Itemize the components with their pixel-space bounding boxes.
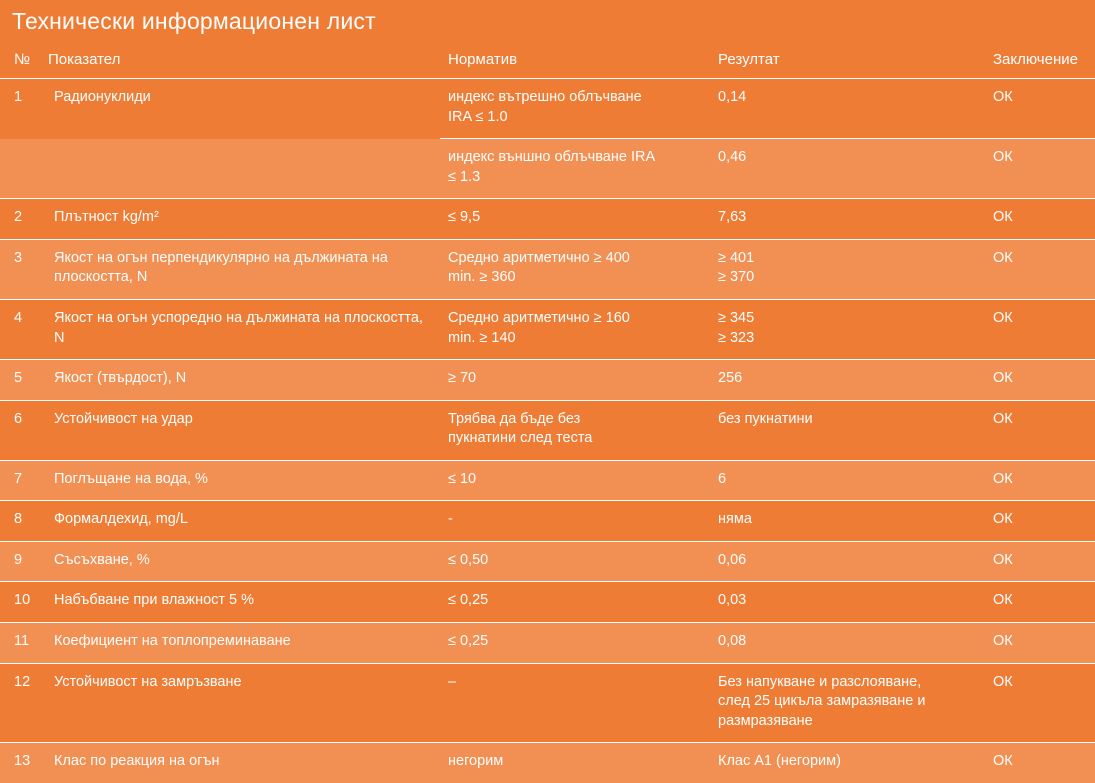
cell-norm-line1: индекс вътрешно облъчване — [448, 89, 642, 105]
cell-norm-line1: Трябва да бъде без — [448, 410, 581, 427]
cell-norm: ≤ 0,50 — [440, 541, 710, 582]
cell-conclusion: ОК — [985, 400, 1095, 460]
cell-result-line3: размразяване — [718, 712, 813, 729]
cell-result — [710, 299, 985, 359]
cell-number: 4 — [0, 299, 40, 359]
cell-indicator: Коефициент на топлопреминаване — [40, 623, 440, 664]
cell-number: 11 — [0, 623, 40, 664]
cell-number: 12 — [0, 663, 40, 743]
table-row — [0, 501, 1095, 542]
cell-norm: – — [440, 663, 710, 743]
cell-number: 7 — [0, 460, 40, 501]
cell-result: 0,03 — [710, 582, 985, 623]
table-row — [0, 623, 1095, 664]
table-row — [0, 199, 1095, 240]
table-header-row — [0, 45, 1095, 79]
cell-result — [710, 239, 985, 299]
cell-conclusion: ОК — [985, 623, 1095, 664]
cell-result-line2: ≥ 323 — [718, 329, 755, 346]
cell-result — [710, 79, 985, 139]
cell-norm-line2: IRA ≤ 1.0 — [448, 108, 508, 125]
cell-norm: - — [440, 501, 710, 542]
cell-result-line1: 0,14 — [718, 89, 747, 105]
table-row — [0, 79, 1095, 139]
cell-indicator: Устойчивост на замръзване — [40, 663, 440, 743]
cell-result-line2: след 25 цикъла замразяване и — [718, 693, 926, 710]
technical-spec-table — [0, 45, 1095, 783]
cell-number: 9 — [0, 541, 40, 582]
cell-norm: ≤ 0,25 — [440, 623, 710, 664]
cell-norm — [440, 239, 710, 299]
cell-norm-line1: Средно аритметично ≥ 160 — [448, 309, 630, 326]
cell-number: 10 — [0, 582, 40, 623]
table-row — [0, 139, 1095, 199]
cell-number: 3 — [0, 239, 40, 299]
cell-norm-line1: Средно аритметично ≥ 400 — [448, 249, 630, 266]
cell-norm: ≥ 70 — [440, 360, 710, 401]
cell-norm-line2: min. ≥ 360 — [448, 269, 516, 286]
cell-norm: ≤ 0,25 — [440, 582, 710, 623]
cell-number: 1 — [0, 79, 40, 139]
cell-conclusion: ОК — [985, 79, 1095, 139]
cell-conclusion: ОК — [985, 541, 1095, 582]
cell-result: Клас А1 (негорим) — [710, 743, 985, 783]
cell-result: без пукнатини — [710, 400, 985, 460]
page-title: Технически информационен лист — [12, 8, 376, 34]
cell-conclusion: ОК — [985, 299, 1095, 359]
cell-result-line1: ≥ 345 — [718, 309, 755, 326]
cell-indicator: Плътност kg/m² — [40, 199, 440, 240]
cell-norm-line1: индекс външно облъчване IRA — [448, 149, 656, 166]
cell-result: 6 — [710, 460, 985, 501]
cell-norm-line2: min. ≥ 140 — [448, 329, 516, 346]
cell-result: 7,63 — [710, 199, 985, 240]
cell-indicator: Радионуклиди — [40, 79, 440, 139]
cell-indicator: Якост (твърдост), N — [40, 360, 440, 401]
cell-conclusion: ОК — [985, 582, 1095, 623]
cell-indicator: Устойчивост на удар — [40, 400, 440, 460]
cell-indicator: Набъбване при влажност 5 % — [40, 582, 440, 623]
cell-norm — [440, 79, 710, 139]
cell-norm: ≤ 10 — [440, 460, 710, 501]
cell-number: 6 — [0, 400, 40, 460]
table-row — [0, 299, 1095, 359]
cell-norm-line2: пукнатини след теста — [448, 430, 593, 447]
cell-number: 8 — [0, 501, 40, 542]
table-body — [0, 79, 1095, 783]
cell-norm — [440, 299, 710, 359]
cell-indicator: Якост на огън успоредно на дължината на плоскостта, N — [40, 299, 440, 359]
cell-conclusion: ОК — [985, 239, 1095, 299]
table-row — [0, 460, 1095, 501]
cell-conclusion: ОК — [985, 139, 1095, 199]
cell-conclusion: ОК — [985, 360, 1095, 401]
cell-number: 2 — [0, 199, 40, 240]
cell-indicator: Формалдехид, mg/L — [40, 501, 440, 542]
table-header — [0, 45, 1095, 79]
cell-norm: ≤ 9,5 — [440, 199, 710, 240]
cell-conclusion: ОК — [985, 460, 1095, 501]
cell-result-line1: 0,46 — [718, 149, 747, 166]
cell-result-line1: ≥ 401 — [718, 249, 755, 266]
table-row — [0, 541, 1095, 582]
cell-indicator: Поглъщане на вода, % — [40, 460, 440, 501]
table-row — [0, 360, 1095, 401]
table-row — [0, 239, 1095, 299]
cell-result-line1: Без напукване и разслояване, — [718, 673, 922, 690]
cell-indicator: Съсъхване, % — [40, 541, 440, 582]
table-row — [0, 582, 1095, 623]
column-header-number: № — [0, 45, 40, 79]
column-header-norm: Норматив — [440, 45, 710, 79]
cell-norm — [440, 139, 710, 199]
cell-conclusion: ОК — [985, 663, 1095, 743]
cell-indicator: Якост на огън перпендикулярно на дължината на плоскостта, N — [40, 239, 440, 299]
cell-result: 256 — [710, 360, 985, 401]
column-header-conclusion: Заключение — [985, 45, 1095, 79]
table-row — [0, 400, 1095, 460]
cell-indicator: Клас по реакция на огън — [40, 743, 440, 783]
cell-number: 5 — [0, 360, 40, 401]
cell-result: 0,06 — [710, 541, 985, 582]
cell-result: няма — [710, 501, 985, 542]
cell-conclusion: ОК — [985, 501, 1095, 542]
cell-result-line2: ≥ 370 — [718, 269, 755, 286]
column-header-indicator: Показател — [40, 45, 440, 79]
cell-indicator — [40, 139, 440, 199]
cell-conclusion: ОК — [985, 743, 1095, 783]
cell-result — [710, 663, 985, 743]
table-row — [0, 663, 1095, 743]
cell-conclusion: ОК — [985, 199, 1095, 240]
cell-number: 13 — [0, 743, 40, 783]
cell-norm: негорим — [440, 743, 710, 783]
cell-result — [710, 139, 985, 199]
column-header-result: Резултат — [710, 45, 985, 79]
cell-number — [0, 139, 40, 199]
cell-norm — [440, 400, 710, 460]
cell-result: 0,08 — [710, 623, 985, 664]
cell-norm-line2: ≤ 1.3 — [448, 168, 481, 185]
